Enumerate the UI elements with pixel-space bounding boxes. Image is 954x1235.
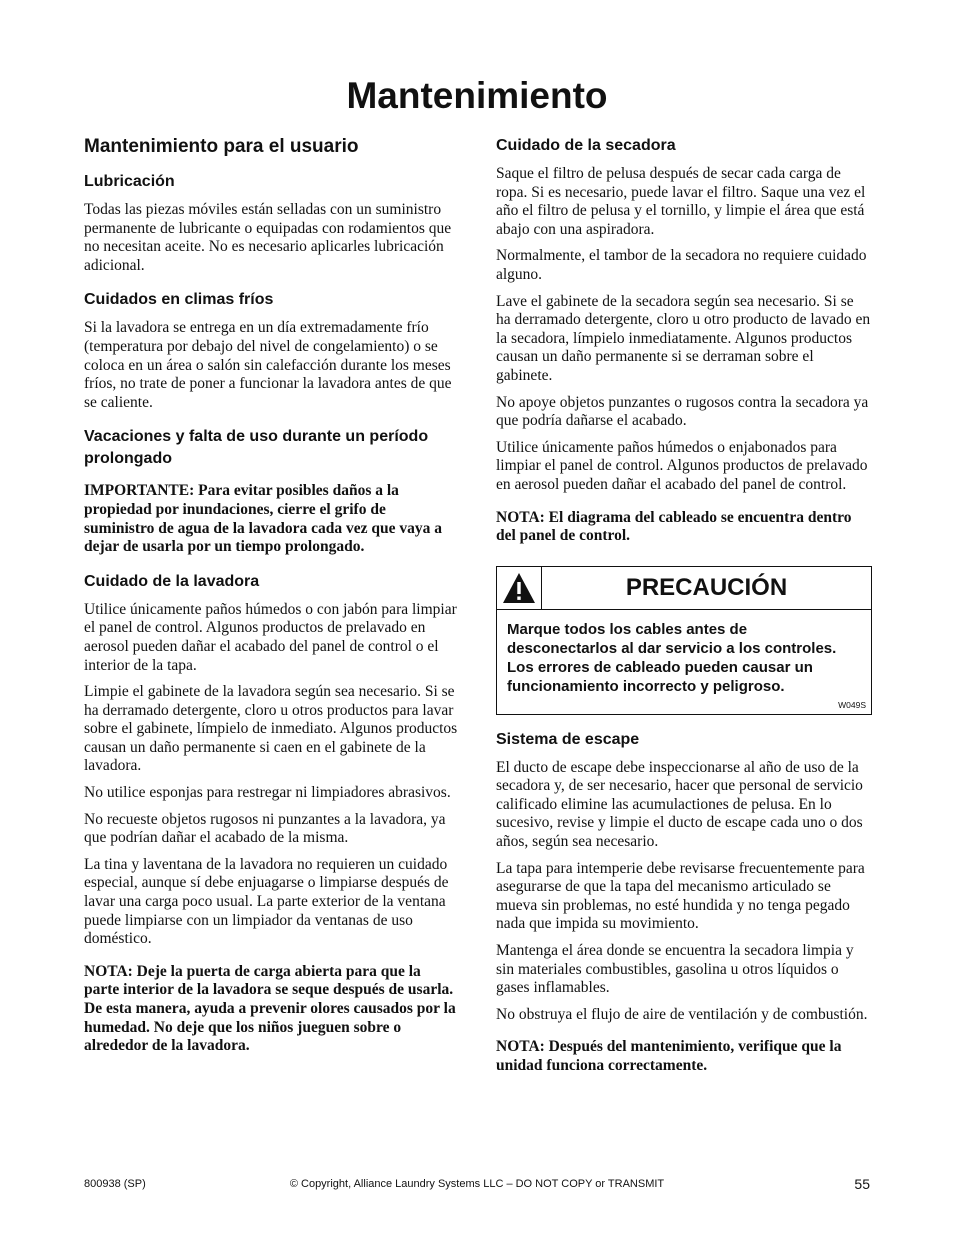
cold-climates-text: Si la lavadora se entrega en un día extremadamente frío (temperatura por debajo del nivel de congelamiento) o se coloca en un área o salón sin calefacción durante los meses fríos, no trate de poner a funcionar la lavadora antes de que se caliente.: [84, 319, 452, 411]
caution-header: [497, 567, 871, 610]
washer-care-paragraph: La tina y laventana de la lavadora no requieren un cuidado especial, aunque sí debe enjuagarse o limpiarse después de lavar una carga poco usual. La parte exterior de la ventana puede limpiarse con un limpiador da ventanas de uso doméstico.: [84, 855, 449, 948]
exhaust-note: NOTA: Después del mantenimiento, verifique que la unidad funciona correctamente.: [496, 1038, 842, 1074]
dryer-note: NOTA: El diagrama del cableado se encuentra dentro del panel de control.: [496, 508, 852, 545]
heading-dryer-care: Cuidado de la secadora: [496, 137, 676, 154]
heading-lubrication: Lubricación: [84, 173, 175, 190]
dryer-care-paragraph: Utilice únicamente paños húmedos o enjabonados para limpiar el panel de control. Algunos productos de prelavado en aerosol pueden dañar el acabado del panel de control.: [496, 438, 868, 493]
dryer-care-paragraph: Lave el gabinete de la secadora según sea necesario. Si se ha derramado detergente, cloro u otro producto de lavado en la secadora, límpielo inmediatamente. Algunos productos causan un daño permanente si se derraman sobre el gabinete.: [496, 292, 871, 384]
caution-title: PRECAUCIÓN: [625, 573, 788, 601]
page-title: Mantenimiento: [346, 75, 608, 116]
washer-care-paragraph: No recueste objetos rugosos ni punzantes a la lavadora, ya que podrían dañar el acabado de la misma.: [84, 810, 446, 847]
lubrication-text: Todas las piezas móviles están selladas con un suministro permanente de lubricante o equipadas con rodamientos que no necesitan aceite. No es necesario aplicarles lubricación adicional.: [84, 201, 452, 274]
section-heading-user-maintenance: Mantenimiento para el usuario: [84, 136, 359, 157]
exhaust-paragraph: La tapa para intemperie debe revisarse frecuentemente para asegurarse de que la tapa del mecanismo articulado se mueva sin problemas, no esté hundida y no tenga pegado nada que impida su movimiento.: [496, 859, 865, 933]
dryer-care-paragraph: Saque el filtro de pelusa después de secar cada carga de ropa. Si es necesario, puede lavar el filtro. Saque una vez el año el filtro de pelusa y el tornillo, y limpie el área que está abajo con una aspiradora.: [496, 165, 866, 238]
caution-box: [496, 566, 872, 715]
washer-note: NOTA: Deje la puerta de carga abierta para que la parte interior de la lavadora se seque después de usarla. De esta manera, ayuda a prevenir olores causados por la humedad. No deje que los niños jueguen sobre o alrededor de la lavadora.: [84, 962, 456, 1055]
heading-vacations: Vacaciones y falta de uso durante un período prolongado: [84, 428, 429, 468]
dryer-care-paragraph: No apoye objetos punzantes o rugosos contra la secadora ya que podría dañarse el acabado.: [496, 393, 869, 430]
exhaust-paragraph: El ducto de escape debe inspeccionarse al año de uso de la secadora y, de ser necesario, hacer que personal de servicio calificado elimine las acumulactiones de pelusa. En lo sucesivo, revise y limpie el ducto de escape cada uno o dos años, según sea necesario.: [496, 758, 863, 851]
heading-exhaust-system: Sistema de escape: [496, 730, 640, 748]
right-column: [496, 135, 872, 1084]
warning-triangle-icon: [497, 567, 542, 609]
dryer-care-paragraph: Normalmente, el tambor de la secadora no requiere cuidado alguno.: [496, 247, 867, 283]
washer-care-paragraph: No utilice esponjas para restregar ni limpiadores abrasivos.: [84, 784, 451, 802]
exhaust-paragraph: Mantenga el área donde se encuentra la secadora limpia y sin materiales combustibles, gasolina u otros líquidos o gases inflamables.: [496, 942, 854, 997]
footer-page-number: 55: [854, 1176, 870, 1192]
important-note: IMPORTANTE: Para evitar posibles daños a la propiedad por inundaciones, cierre el grifo de suministro de agua de la lavadora cada vez que vaya a dejar de usarla por un tiempo prolongado.: [84, 482, 442, 556]
heading-washer-care: Cuidado de la lavadora: [84, 572, 260, 590]
footer-doc-number: 800938 (SP): [84, 1178, 146, 1190]
left-column: [84, 135, 458, 1064]
caution-code: W049S: [838, 699, 866, 710]
exhaust-paragraph: No obstruya el flujo de aire de ventilación y de combustión.: [496, 1005, 868, 1023]
heading-cold-climates: Cuidados en climas fríos: [84, 291, 274, 309]
washer-care-paragraph: Limpie el gabinete de la lavadora según sea necesario. Si se ha derramado detergente, cloro u otros productos para lavar sobre el gabinete, límpielo de inmediato. Algunos productos causan un daño permanente si caen en el gabinete de la lavadora.: [84, 683, 458, 775]
footer-copyright: © Copyright, Alliance Laundry Systems LLC – DO NOT COPY or TRANSMIT: [289, 1178, 665, 1190]
washer-care-paragraph: Utilice únicamente paños húmedos o con jabón para limpiar el panel de control. Algunos productos de prelavado en aerosol pueden dañar el acabado del panel de control o el interior de la tapa.: [84, 600, 457, 674]
caution-text: Marque todos los cables antes de desconectarlos al dar servicio a los controles. Los errores de cableado pueden causar un funcionamiento incorrecto y peligroso.: [507, 620, 837, 695]
